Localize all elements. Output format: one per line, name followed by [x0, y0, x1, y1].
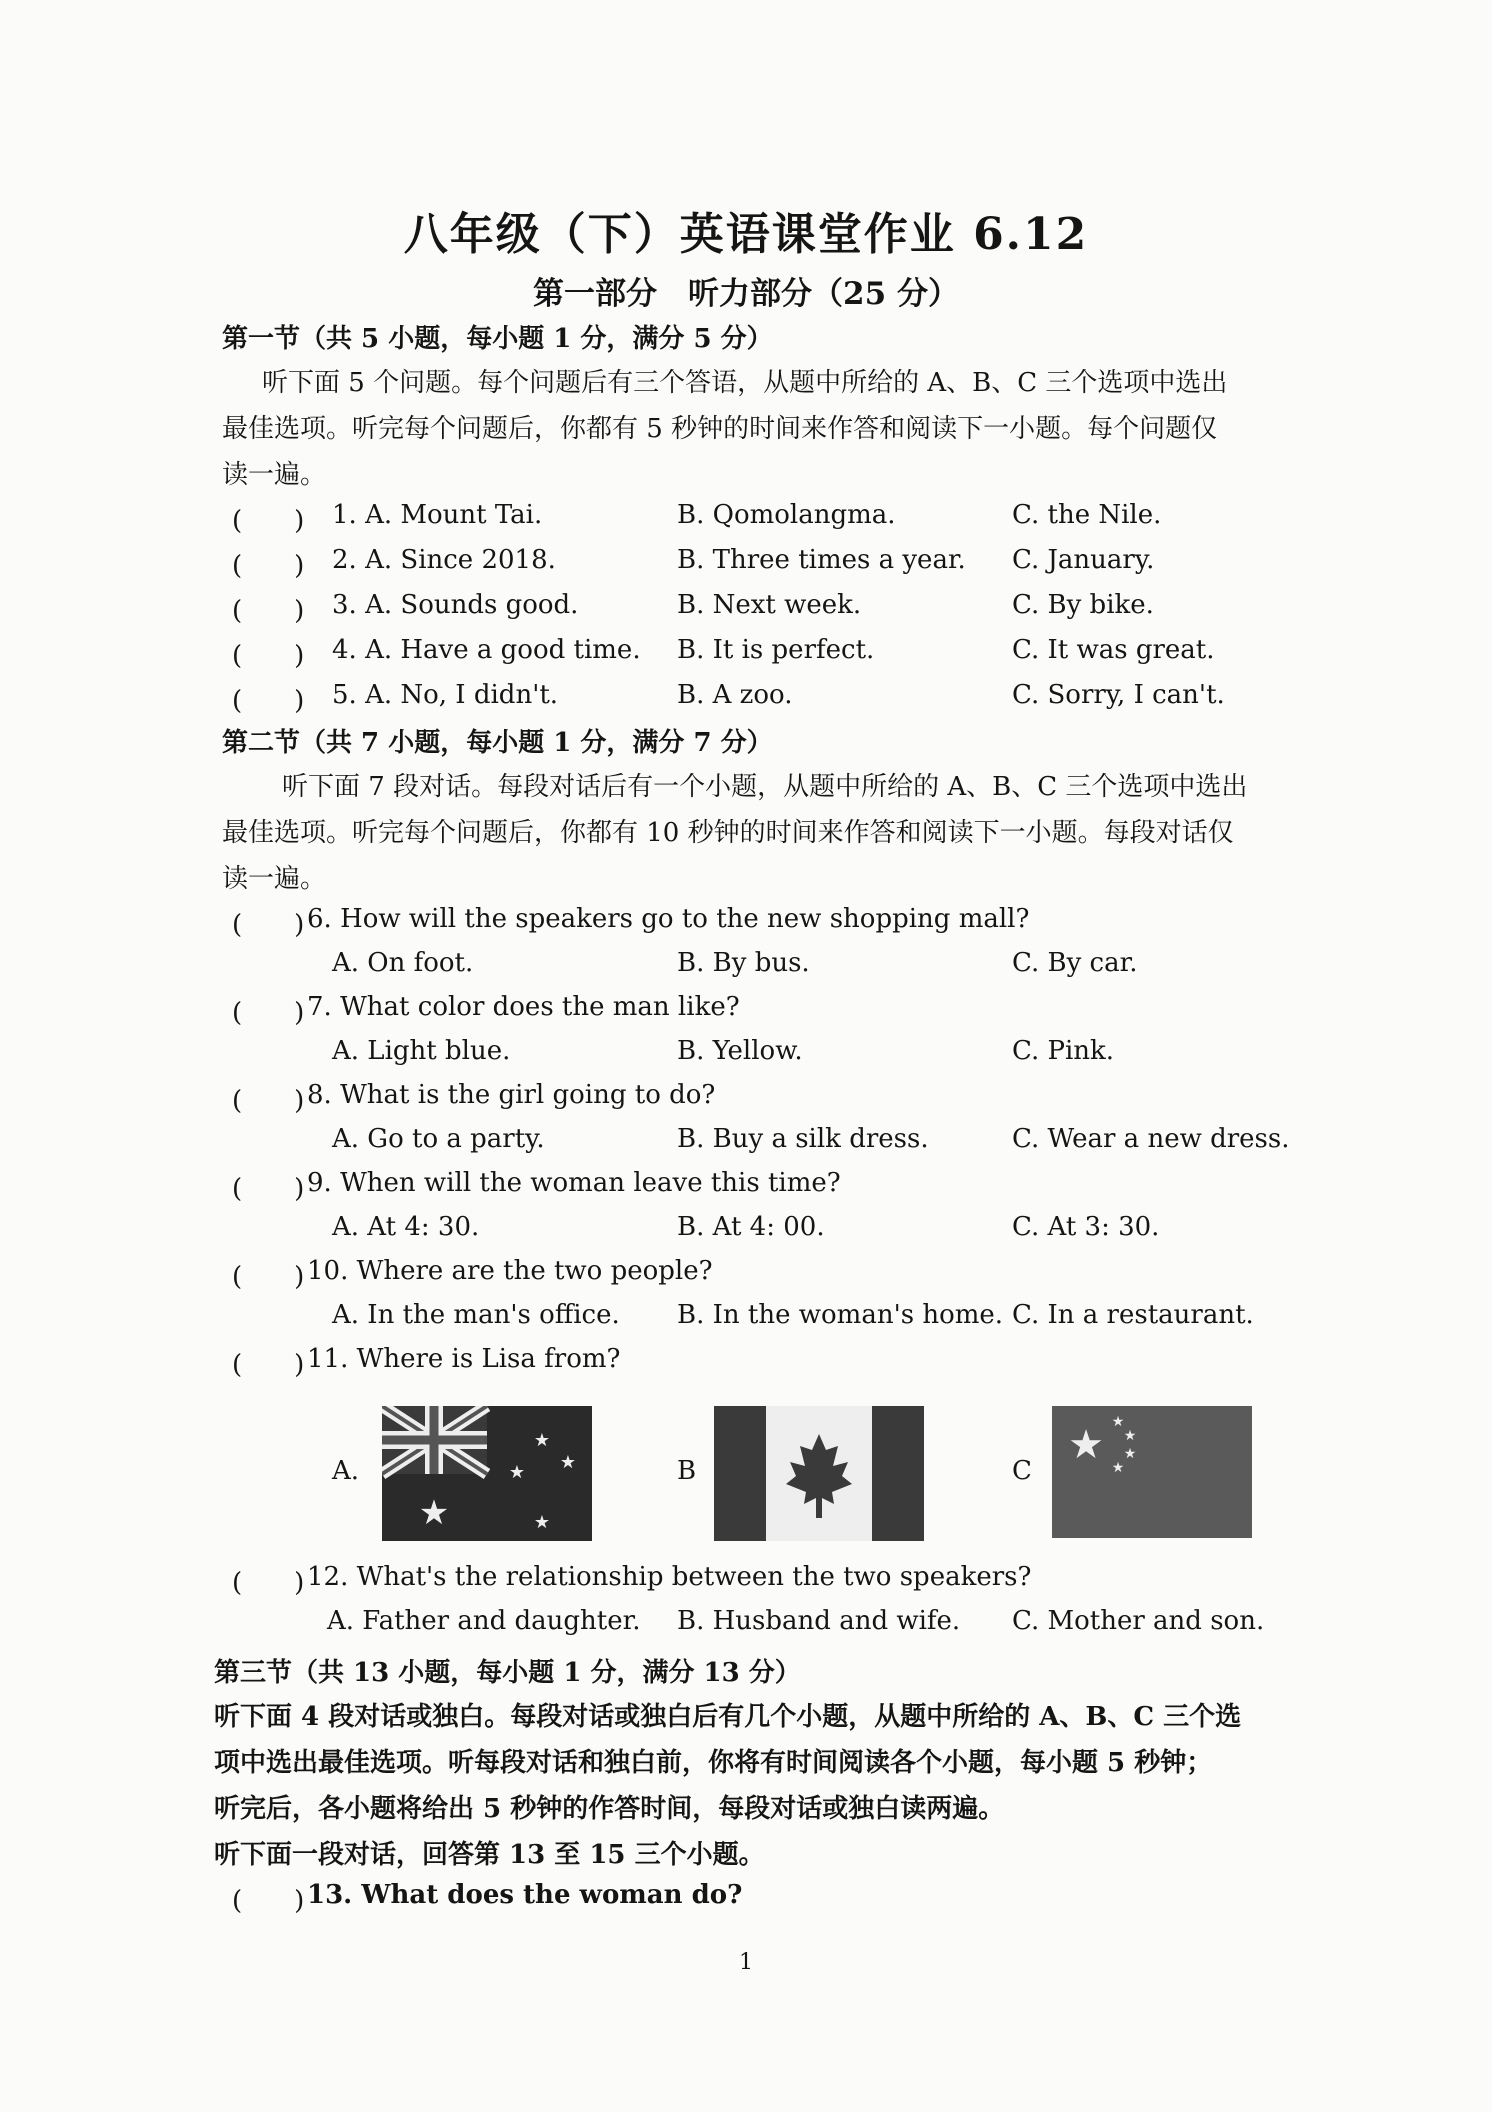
q5-option-a: 5. A. No, I didn't. — [332, 680, 559, 710]
q6-option-a: A. On foot. — [332, 948, 474, 978]
question-7-options — [232, 1036, 1332, 1076]
q11-option-a-label: A. — [332, 1456, 360, 1486]
q8-text: 8. What is the girl going to do? — [307, 1080, 716, 1110]
answer-paren[interactable]: ( ) — [232, 551, 305, 581]
section2-instruction-3: 读一遍。 — [222, 864, 327, 894]
svg-text:★: ★ — [533, 1430, 551, 1451]
answer-paren[interactable]: ( ) — [232, 1568, 305, 1598]
q8-option-a: A. Go to a party. — [332, 1124, 545, 1154]
q5-option-b: B. A zoo. — [677, 680, 793, 710]
q6-text: 6. How will the speakers go to the new shopping mall? — [307, 904, 1030, 934]
q12-text: 12. What's the relationship between the two speakers? — [307, 1562, 1032, 1592]
question-8 — [232, 1080, 1332, 1120]
question-6 — [232, 904, 1332, 944]
q2-option-c: C. January. — [1012, 545, 1155, 575]
section3-heading: 第三节（共 13 小题，每小题 1 分，满分 13 分） — [214, 1658, 801, 1688]
q4-option-c: C. It was great. — [1012, 635, 1215, 665]
section3-instruction-3: 听完后，各小题将给出 5 秒钟的作答时间，每段对话或独白读两遍。 — [214, 1794, 1005, 1824]
section2-instruction-2: 最佳选项。听完每个问题后，你都有 10 秒钟的时间来作答和阅读下一小题。每段对话仅 — [222, 818, 1234, 848]
answer-paren[interactable]: ( ) — [232, 998, 305, 1028]
q1-option-b: B. Qomolangma. — [677, 500, 896, 530]
q7-option-c: C. Pink. — [1012, 1036, 1115, 1066]
question-row-5 — [232, 680, 1332, 720]
question-12-options — [232, 1606, 1332, 1646]
section3-lead: 听下面一段对话，回答第 13 至 15 三个小题。 — [214, 1840, 765, 1870]
q9-option-a: A. At 4: 30. — [332, 1212, 480, 1242]
q11-flag-options — [232, 1400, 1332, 1550]
q7-text: 7. What color does the man like? — [307, 992, 740, 1022]
q11-option-c-label: C — [1012, 1456, 1032, 1486]
question-10-options — [232, 1300, 1332, 1340]
question-row-4 — [232, 635, 1332, 675]
svg-text:★: ★ — [1123, 1428, 1137, 1444]
question-7 — [232, 992, 1332, 1032]
question-10 — [232, 1256, 1332, 1296]
q12-option-a: A. Father and daughter. — [327, 1606, 641, 1636]
answer-paren[interactable]: ( ) — [232, 641, 305, 671]
question-13 — [232, 1880, 1332, 1920]
canada-flag-icon[interactable] — [714, 1406, 924, 1541]
answer-paren[interactable]: ( ) — [232, 1886, 305, 1916]
answer-paren[interactable]: ( ) — [232, 506, 305, 536]
q10-option-a: A. In the man's office. — [332, 1300, 620, 1330]
question-9-options — [232, 1212, 1332, 1252]
svg-text:★: ★ — [533, 1512, 551, 1533]
q3-option-b: B. Next week. — [677, 590, 862, 620]
svg-text:★: ★ — [1123, 1446, 1137, 1462]
australia-flag-icon[interactable] — [382, 1406, 592, 1541]
q10-text: 10. Where are the two people? — [307, 1256, 713, 1286]
q1-option-c: C. the Nile. — [1012, 500, 1162, 530]
q6-option-b: B. By bus. — [677, 948, 810, 978]
svg-text:★: ★ — [508, 1462, 526, 1483]
question-6-options — [232, 948, 1332, 988]
china-flag-icon[interactable] — [1052, 1406, 1252, 1538]
q4-option-a: 4. A. Have a good time. — [332, 635, 641, 665]
question-8-options — [232, 1124, 1332, 1164]
section3-instruction-2: 项中选出最佳选项。听每段对话和独白前，你将有时间阅读各个小题，每小题 5 秒钟； — [214, 1748, 1213, 1778]
q2-option-b: B. Three times a year. — [677, 545, 966, 575]
part-heading: 第一部分 听力部分（25 分） — [533, 276, 959, 312]
svg-text:★: ★ — [559, 1452, 577, 1473]
q10-option-b: B. In the woman's home. — [677, 1300, 1004, 1330]
svg-text:★: ★ — [1068, 1422, 1104, 1468]
answer-paren[interactable]: ( ) — [232, 910, 305, 940]
q8-option-c: C. Wear a new dress. — [1012, 1124, 1290, 1154]
question-9 — [232, 1168, 1332, 1208]
answer-paren[interactable]: ( ) — [232, 686, 305, 716]
page-title: 八年级（下）英语课堂作业 6.12 — [403, 209, 1089, 260]
q11-option-b-label: B — [677, 1456, 697, 1486]
section1-instruction-1: 听下面 5 个问题。每个问题后有三个答语，从题中所给的 A、B、C 三个选项中选出 — [262, 368, 1228, 398]
section1-heading: 第一节（共 5 小题，每小题 1 分，满分 5 分） — [222, 324, 773, 354]
svg-text:★: ★ — [418, 1493, 450, 1533]
question-row-3 — [232, 590, 1332, 630]
q4-option-b: B. It is perfect. — [677, 635, 875, 665]
q2-option-a: 2. A. Since 2018. — [332, 545, 556, 575]
q3-option-a: 3. A. Sounds good. — [332, 590, 579, 620]
question-12 — [232, 1562, 1332, 1602]
q13-text: 13. What does the woman do? — [307, 1880, 743, 1910]
q7-option-a: A. Light blue. — [332, 1036, 511, 1066]
section1-instruction-3: 读一遍。 — [222, 460, 327, 490]
section3-instruction-1: 听下面 4 段对话或独白。每段对话或独白后有几个小题，从题中所给的 A、B、C 三个选 — [214, 1702, 1242, 1732]
answer-paren[interactable]: ( ) — [232, 1086, 305, 1116]
q9-option-c: C. At 3: 30. — [1012, 1212, 1160, 1242]
q10-option-c: C. In a restaurant. — [1012, 1300, 1254, 1330]
question-row-2 — [232, 545, 1332, 585]
svg-text:★: ★ — [1111, 1414, 1125, 1430]
q8-option-b: B. Buy a silk dress. — [677, 1124, 929, 1154]
q12-option-b: B. Husband and wife. — [677, 1606, 961, 1636]
q7-option-b: B. Yellow. — [677, 1036, 803, 1066]
page-number: 1 — [739, 1950, 753, 1975]
q1-option-a: 1. A. Mount Tai. — [332, 500, 543, 530]
q12-option-c: C. Mother and son. — [1012, 1606, 1265, 1636]
q11-text: 11. Where is Lisa from? — [307, 1344, 621, 1374]
q3-option-c: C. By bike. — [1012, 590, 1154, 620]
answer-paren[interactable]: ( ) — [232, 1262, 305, 1292]
answer-paren[interactable]: ( ) — [232, 1350, 305, 1380]
q6-option-c: C. By car. — [1012, 948, 1138, 978]
svg-text:★: ★ — [1111, 1460, 1125, 1476]
question-row-1 — [232, 500, 1332, 540]
q5-option-c: C. Sorry, I can't. — [1012, 680, 1225, 710]
answer-paren[interactable]: ( ) — [232, 1174, 305, 1204]
section1-instruction-2: 最佳选项。听完每个问题后，你都有 5 秒钟的时间来作答和阅读下一小题。每个问题仅 — [222, 414, 1218, 444]
q9-option-b: B. At 4: 00. — [677, 1212, 825, 1242]
section2-instruction-1: 听下面 7 段对话。每段对话后有一个小题，从题中所给的 A、B、C 三个选项中选出 — [282, 772, 1248, 802]
section2-heading: 第二节（共 7 小题，每小题 1 分，满分 7 分） — [222, 728, 773, 758]
answer-paren[interactable]: ( ) — [232, 596, 305, 626]
q9-text: 9. When will the woman leave this time? — [307, 1168, 841, 1198]
question-11 — [232, 1344, 1332, 1384]
